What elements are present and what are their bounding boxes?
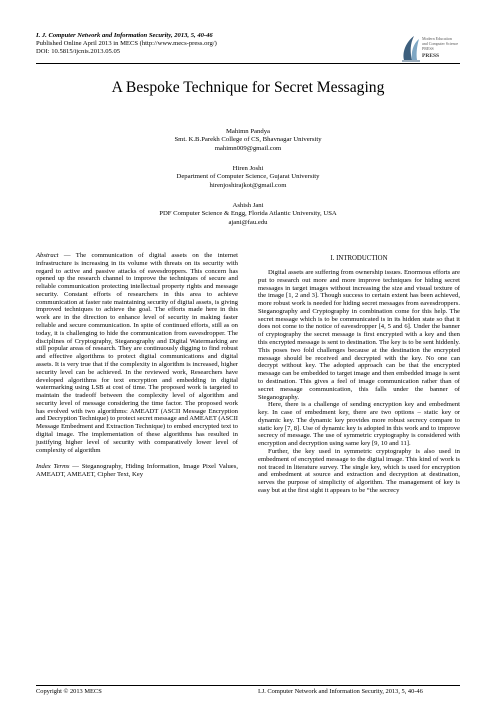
publisher-logo xyxy=(400,31,460,65)
left-column xyxy=(36,252,238,479)
logo-text: Modern Education and Computer Science PRESS xyxy=(422,36,459,51)
header-rule xyxy=(36,63,460,64)
footer-journal: I.J. Computer Network and Information Security, 2013, 5, 40-46 xyxy=(258,688,423,695)
author-affiliation: Department of Computer Science, Gujarat University xyxy=(176,173,320,181)
paper-title: A Bespoke Technique for Secret Messaging xyxy=(111,79,385,96)
right-column xyxy=(258,255,460,495)
author-affiliation: Smt. K.B.Parekh College of CS, Bhavnagar University xyxy=(174,136,322,144)
logo-press: PRESS xyxy=(422,53,440,59)
doi-line: DOI: 10.5815/ijcnis.2013.05.05 xyxy=(36,48,121,56)
author-email: ajani@fau.edu xyxy=(228,218,268,226)
intro-paragraph-2: Here, there is a challenge of sending encryption key and embedment key. In case of embedment key, there are two options – static key or dynamic key. The dynamic key provides more robust secrecy compare to static key [7, 8]. Use of dynamic key is adopted in this work and to improve secrecy of message. The use of symmetric cryptography is considered with encryption and decryption using same key [9, 10 and 11]. xyxy=(258,401,460,448)
journal-title: I. J. Computer Network and Information Security, 2013, 5, 40-46 xyxy=(36,32,213,39)
index-terms-label: Index Terms xyxy=(36,463,70,471)
author-name: Mahimn Pandya xyxy=(225,128,271,135)
footer-copyright: Copyright © 2013 MECS xyxy=(36,688,102,695)
author-block-1 xyxy=(36,128,460,153)
index-terms: Index Terms — Steganography, Hiding Information, Image Pixel Values, AMEADT, AMEAET, Cipher Text, Key xyxy=(36,463,238,479)
abstract: Abstract — The communication of digital assets on the internet infrastructure is increasing in its volume with threats on its security with regard to active and passive attacks of eavesdroppers. This concern has opened up the research channel to improve the techniques of secure and reliable communication protecting intellectual property rights and message security. Constant efforts of researchers in this area to achieve communication at faster rate maintaining security of digital assets, is giving improved techniques to achieve the goal. The efforts made here in this work are in the direction to enhance level of security in making faster reliable and secure communication. In spite of continued efforts, still as on today, it is challenging to hide the communication from eavesdropper. The disciplines of Cryptography, Steganography and Digital Watermarking are still popular areas of research. They are continuously digging to find robust and effective algorithms to protect digital communications and digital assets. It is very true that if the complexity in algorithm is increased, higher security level can be achieved. In the reviewed work, Researchers have developed algorithms for text encryption and embedding in digital watermarking using LSB at cost of time. The proposed work is targeted to maintain the tradeoff between the complexity level of algorithm and security level of message considering the time factor. The proposed work has evolved with two algorithms: AMEADT (ASCII Message Encryption and Decryption Technique) to protect secret message and AMEAET (ASCII Message Embedment and Extraction Technique) to embed encrypted text to digital image. The implementation of these algorithms has resulted in justifying higher level of security with comparatively lower level of complexity of algorithm xyxy=(36,252,238,454)
author-affiliation: PDF Computer Science & Engg, Florida Atlantic University, USA xyxy=(159,210,337,218)
author-block-2 xyxy=(36,165,460,190)
author-email: mahimn009@gmail.com xyxy=(214,144,282,152)
intro-paragraph-1: Digital assets are suffering from ownership issues. Enormous efforts are put to research out more and more improve techniques for hiding secret messages in target images without increasing the size and visual texture of the image [1, 2 and 3]. Though success to certain extent has been achieved, more robust work is needed for hiding secret messages from eavesdroppers. Steganography and Cryptography in combination come for this help. The secret message which is to be communicated is in its hidden state so that it does not come to the notice of eavesdropper [4, 5 and 6]. Under the banner of cryptography the secret message is first encrypted with a key and then this encrypted message is sent to destination. The key is to be sent hiddenly. This poses two fold challenges because at the destination the encrypted message should be received and decrypted with the key. No one can decrypt without key. The adopted approach can be that the encrypted message can be embedded to target image and then embedded image is sent to destination. This gives a feel of image communication rather than of secret message communication, this falls under the banner of Steganography. xyxy=(258,269,460,401)
author-name: Ashish Jani xyxy=(232,202,264,209)
abstract-text: The communication of digital assets on the internet infrastructure is increasing in its volume with threats on its security with regard to active and passive attacks of eavesdroppers. This concern has opened up the research channel to improve the techniques of secure and reliable communication protecting intellectual property rights and message security. Constant efforts of researchers in this area to achieve communication at faster rate maintaining security of digital assets, is giving improved techniques to achieve the goal. The efforts made here in this work are in the direction to enhance level of security in making faster reliable and secure communication. In spite of continued efforts, still as on today, it is challenging to hide the communication from eavesdropper. The disciplines of Cryptography, Steganography and Digital Watermarking are still popular areas of research. They are continuously digging to find robust and effective algorithms to protect digital communications and digital assets. It is very true that if the complexity in algorithm is increased, higher security level can be achieved. In the reviewed work, Researchers have developed algorithms for text encryption and embedding in digital watermarking using LSB at cost of time. The proposed work is targeted to maintain the tradeoff between the complexity level of algorithm and security level of message considering the time factor. The proposed work has evolved with two algorithms: AMEADT (ASCII Message Encryption and Decryption Technique) to protect secret message and AMEAET (ASCII Message Embedment and Extraction Technique) to embed encrypted text to digital image. The implementation of these algorithms has resulted in justifying higher level of security with comparatively lower level of complexity of algorithm xyxy=(36,252,238,454)
mecs-emblem-icon xyxy=(400,32,422,64)
index-terms-text: Steganography, Hiding Information, Image Pixel Values, AMEADT, AMEAET, Cipher Text, Key xyxy=(36,463,238,479)
author-email: hirenjoshirajkot@gmail.com xyxy=(209,181,287,189)
intro-paragraph-3: Further, the key used in symmetric cryptography is also used in embedment of encrypted message to the digital image. This kind of work is not traced in literature survey. The single key, which is used for encryption and embedment at source and extraction and decryption at destination, serves the purpose of simplicity of algorithm. The management of key is easy but at the first sight it appears to be “the secrecy xyxy=(258,447,460,494)
author-name: Hiren Joshi xyxy=(232,165,264,172)
abstract-label: Abstract xyxy=(36,252,59,259)
section-heading: I. INTRODUCTION xyxy=(330,255,388,262)
author-block-3 xyxy=(36,202,460,227)
footer-rule xyxy=(36,685,460,686)
published-line: Published Online April 2013 in MECS (http://www.mecs-press.org/) xyxy=(36,40,217,48)
journal-header xyxy=(36,32,386,57)
